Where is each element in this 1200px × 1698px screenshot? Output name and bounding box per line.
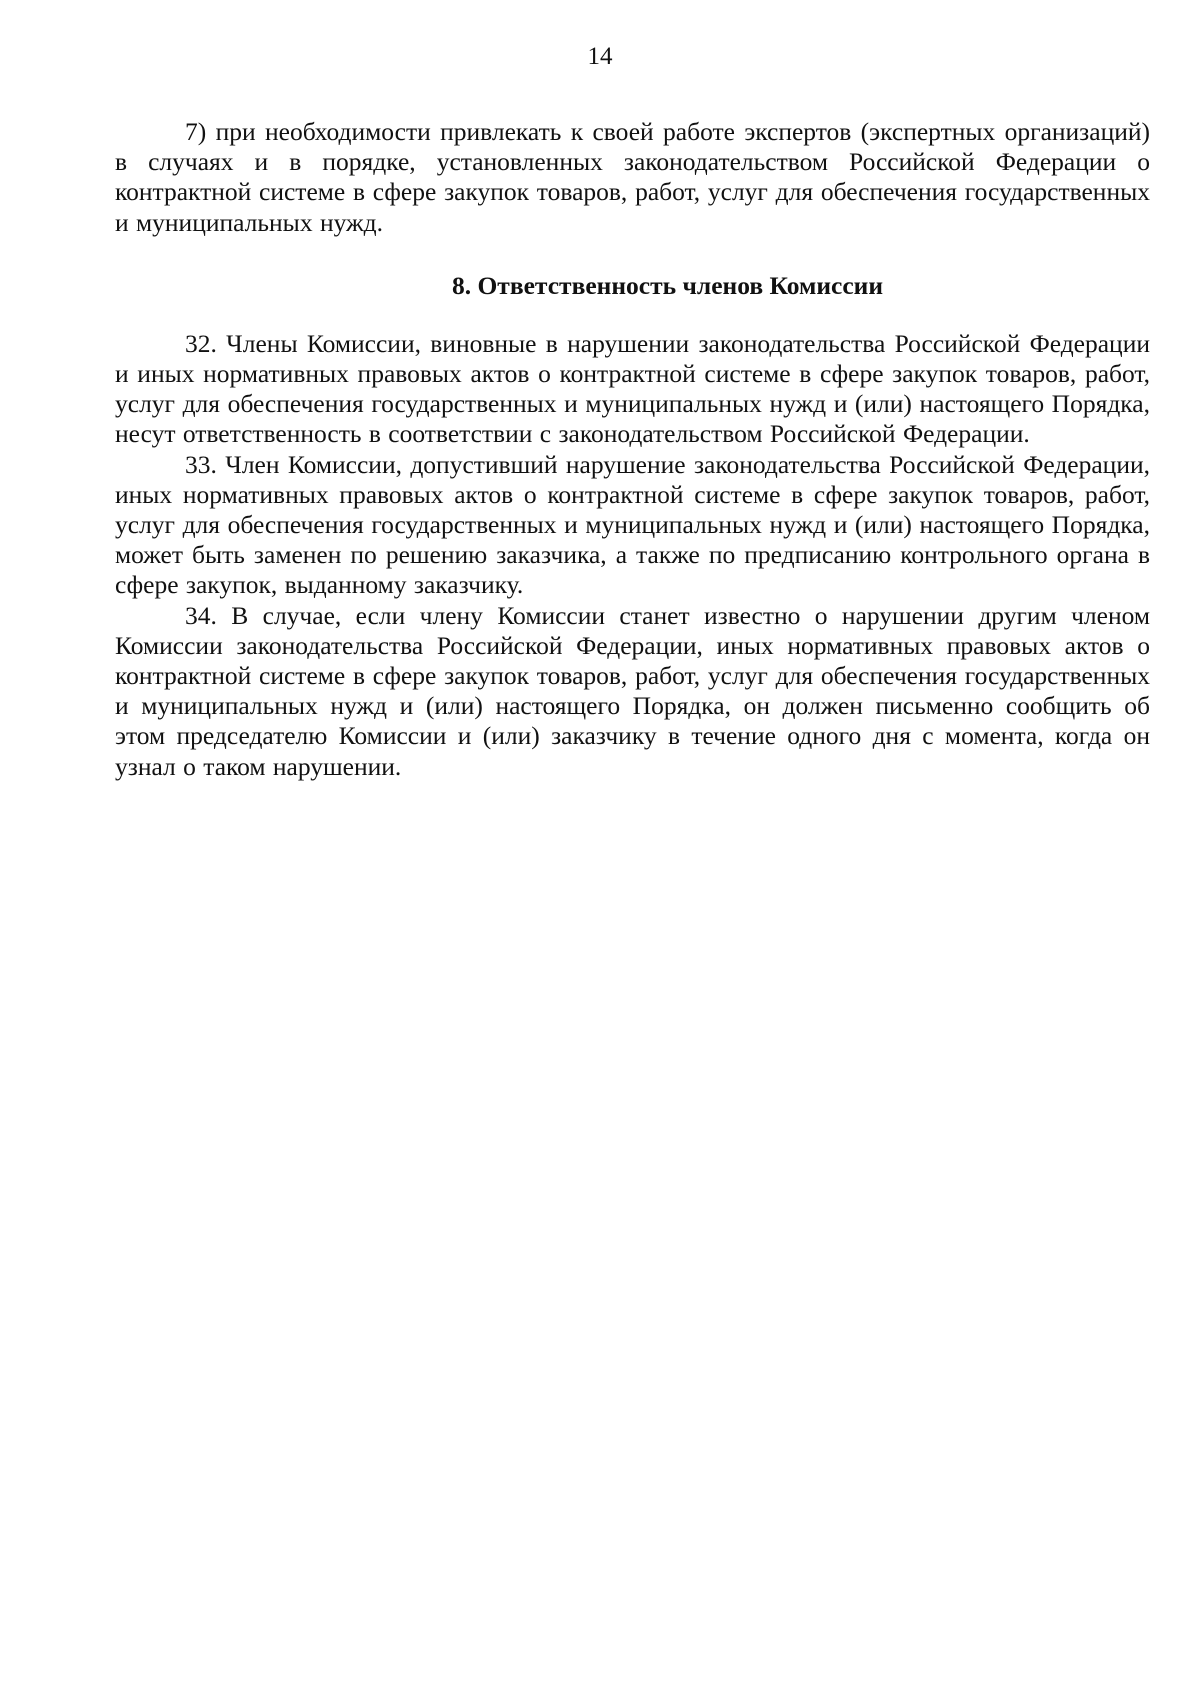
page-number: 14 [587, 43, 613, 70]
paragraph-34: 34. В случае, если члену Комиссии станет известно о нарушении другим членом Комиссии законодательства Российской Федерации, иных нормативных правовых актов о контрактной системе в сфере закупок товаров, работ, услуг для обеспечения государственных и муниципальных нужд и (или) настоящего Порядка, он должен письменно сообщить об этом председателю Комиссии и (или) заказчику в течение одного дня с момента, когда он узнал о таком нарушении. [115, 600, 1150, 781]
paragraph-32: 32. Члены Комиссии, виновные в нарушении законодательства Российской Федерации и иных нормативных правовых актов о контрактной системе в сфере закупок товаров, работ, услуг для обеспечения государственных и муниципальных нужд и (или) настоящего Порядка, несут ответственность в соответствии с законодательством Российской Федерации. [115, 328, 1150, 449]
paragraph-item-7: 7) при необходимости привлекать к своей работе экспертов (экспертных организаций) в случаях и в порядке, установленных законодательством Российской Федерации о контрактной системе в сфере закупок товаров, работ, услуг для обеспечения государственных и муниципальных нужд. [115, 117, 1150, 237]
document-body [115, 117, 1150, 782]
paragraph-33: 33. Член Комиссии, допустивший нарушение законодательства Российской Федерации, иных нормативных правовых актов о контрактной системе в сфере закупок товаров, работ, услуг для обеспечения государственных и муниципальных нужд и (или) настоящего Порядка, может быть заменен по решению заказчика, а также по предписанию контрольного органа в сфере закупок, выданному заказчику. [115, 449, 1150, 600]
section-heading: 8. Ответственность членов Комиссии [451, 270, 884, 300]
